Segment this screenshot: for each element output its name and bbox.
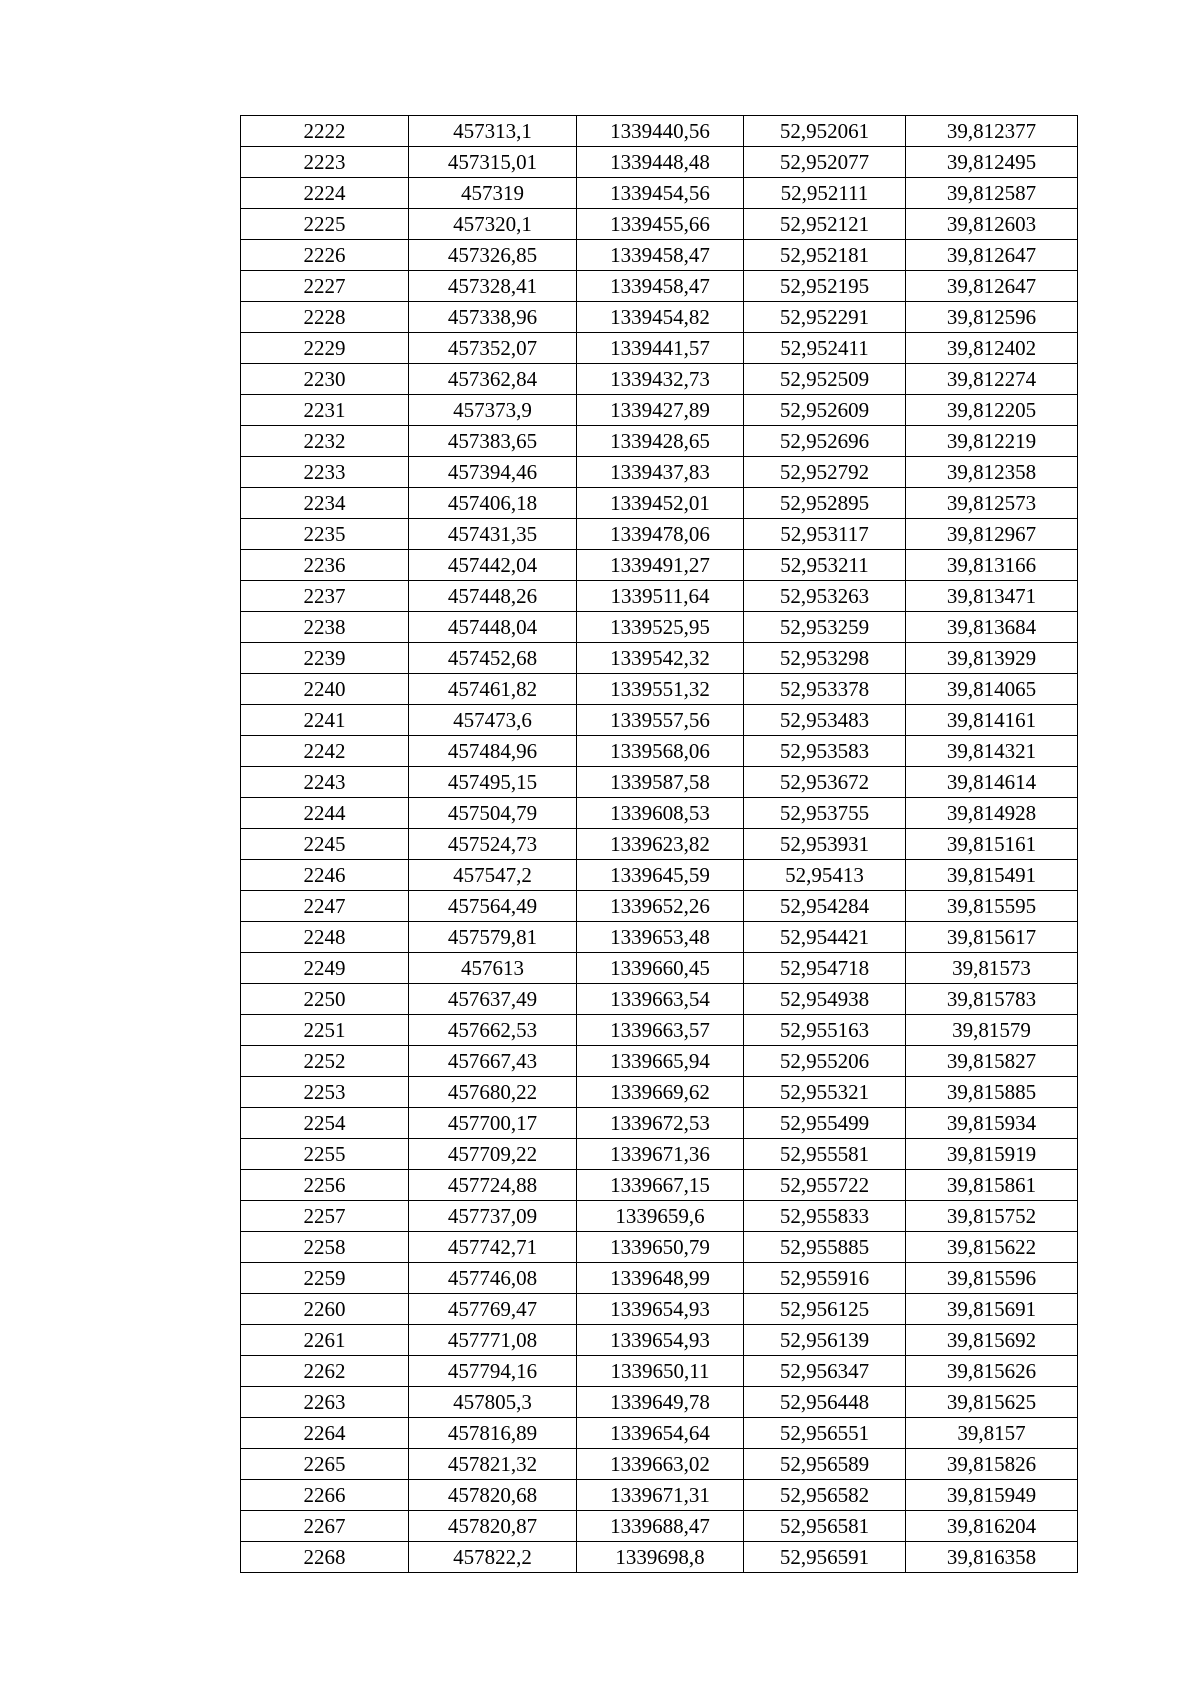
y-coordinate-cell: 1339650,79 (577, 1232, 744, 1263)
y-coordinate-cell: 1339654,93 (577, 1325, 744, 1356)
longitude-cell: 39,8157 (906, 1418, 1078, 1449)
table-row (241, 767, 1078, 798)
y-coordinate-cell: 1339568,06 (577, 736, 744, 767)
table-row (241, 457, 1078, 488)
point-number-cell: 2234 (241, 488, 409, 519)
y-coordinate-cell: 1339672,53 (577, 1108, 744, 1139)
table-row (241, 302, 1078, 333)
y-coordinate-cell: 1339511,64 (577, 581, 744, 612)
longitude-cell: 39,813684 (906, 612, 1078, 643)
point-number-cell: 2268 (241, 1542, 409, 1573)
point-number-cell: 2254 (241, 1108, 409, 1139)
point-number-cell: 2237 (241, 581, 409, 612)
latitude-cell: 52,954284 (744, 891, 906, 922)
longitude-cell: 39,812573 (906, 488, 1078, 519)
y-coordinate-cell: 1339455,66 (577, 209, 744, 240)
y-coordinate-cell: 1339648,99 (577, 1263, 744, 1294)
table-row (241, 643, 1078, 674)
point-number-cell: 2252 (241, 1046, 409, 1077)
table-row (241, 891, 1078, 922)
latitude-cell: 52,956448 (744, 1387, 906, 1418)
y-coordinate-cell: 1339448,48 (577, 147, 744, 178)
x-coordinate-cell: 457662,53 (409, 1015, 577, 1046)
table-row (241, 488, 1078, 519)
point-number-cell: 2246 (241, 860, 409, 891)
table-row (241, 705, 1078, 736)
x-coordinate-cell: 457362,84 (409, 364, 577, 395)
x-coordinate-cell: 457805,3 (409, 1387, 577, 1418)
table-row (241, 364, 1078, 395)
longitude-cell: 39,815595 (906, 891, 1078, 922)
x-coordinate-cell: 457794,16 (409, 1356, 577, 1387)
table-row (241, 829, 1078, 860)
coordinates-table (240, 115, 1078, 1573)
latitude-cell: 52,955206 (744, 1046, 906, 1077)
longitude-cell: 39,816358 (906, 1542, 1078, 1573)
point-number-cell: 2233 (241, 457, 409, 488)
latitude-cell: 52,953117 (744, 519, 906, 550)
longitude-cell: 39,815885 (906, 1077, 1078, 1108)
point-number-cell: 2265 (241, 1449, 409, 1480)
point-number-cell: 2250 (241, 984, 409, 1015)
x-coordinate-cell: 457320,1 (409, 209, 577, 240)
y-coordinate-cell: 1339698,8 (577, 1542, 744, 1573)
table-row (241, 953, 1078, 984)
table-row (241, 426, 1078, 457)
longitude-cell: 39,815625 (906, 1387, 1078, 1418)
latitude-cell: 52,952792 (744, 457, 906, 488)
y-coordinate-cell: 1339667,15 (577, 1170, 744, 1201)
y-coordinate-cell: 1339454,56 (577, 178, 744, 209)
latitude-cell: 52,955163 (744, 1015, 906, 1046)
latitude-cell: 52,953211 (744, 550, 906, 581)
latitude-cell: 52,954421 (744, 922, 906, 953)
longitude-cell: 39,814614 (906, 767, 1078, 798)
y-coordinate-cell: 1339458,47 (577, 271, 744, 302)
point-number-cell: 2260 (241, 1294, 409, 1325)
y-coordinate-cell: 1339428,65 (577, 426, 744, 457)
x-coordinate-cell: 457547,2 (409, 860, 577, 891)
longitude-cell: 39,813929 (906, 643, 1078, 674)
x-coordinate-cell: 457448,04 (409, 612, 577, 643)
point-number-cell: 2261 (241, 1325, 409, 1356)
x-coordinate-cell: 457461,82 (409, 674, 577, 705)
latitude-cell: 52,956591 (744, 1542, 906, 1573)
latitude-cell: 52,952509 (744, 364, 906, 395)
y-coordinate-cell: 1339650,11 (577, 1356, 744, 1387)
table-row (241, 674, 1078, 705)
table-row (241, 1201, 1078, 1232)
longitude-cell: 39,815919 (906, 1139, 1078, 1170)
latitude-cell: 52,953298 (744, 643, 906, 674)
y-coordinate-cell: 1339671,36 (577, 1139, 744, 1170)
longitude-cell: 39,812596 (906, 302, 1078, 333)
point-number-cell: 2235 (241, 519, 409, 550)
table-row (241, 1325, 1078, 1356)
point-number-cell: 2257 (241, 1201, 409, 1232)
y-coordinate-cell: 1339663,54 (577, 984, 744, 1015)
x-coordinate-cell: 457319 (409, 178, 577, 209)
table-row (241, 333, 1078, 364)
point-number-cell: 2266 (241, 1480, 409, 1511)
y-coordinate-cell: 1339454,82 (577, 302, 744, 333)
y-coordinate-cell: 1339653,48 (577, 922, 744, 953)
x-coordinate-cell: 457769,47 (409, 1294, 577, 1325)
point-number-cell: 2224 (241, 178, 409, 209)
point-number-cell: 2253 (241, 1077, 409, 1108)
x-coordinate-cell: 457452,68 (409, 643, 577, 674)
latitude-cell: 52,956551 (744, 1418, 906, 1449)
latitude-cell: 52,956125 (744, 1294, 906, 1325)
latitude-cell: 52,953931 (744, 829, 906, 860)
x-coordinate-cell: 457771,08 (409, 1325, 577, 1356)
y-coordinate-cell: 1339665,94 (577, 1046, 744, 1077)
longitude-cell: 39,813166 (906, 550, 1078, 581)
x-coordinate-cell: 457613 (409, 953, 577, 984)
latitude-cell: 52,952061 (744, 116, 906, 147)
x-coordinate-cell: 457821,32 (409, 1449, 577, 1480)
longitude-cell: 39,815626 (906, 1356, 1078, 1387)
latitude-cell: 52,956581 (744, 1511, 906, 1542)
table-row (241, 581, 1078, 612)
table-row (241, 1263, 1078, 1294)
longitude-cell: 39,812358 (906, 457, 1078, 488)
longitude-cell: 39,815692 (906, 1325, 1078, 1356)
x-coordinate-cell: 457709,22 (409, 1139, 577, 1170)
table-row (241, 147, 1078, 178)
table-row (241, 1449, 1078, 1480)
point-number-cell: 2232 (241, 426, 409, 457)
latitude-cell: 52,95413 (744, 860, 906, 891)
point-number-cell: 2258 (241, 1232, 409, 1263)
x-coordinate-cell: 457822,2 (409, 1542, 577, 1573)
point-number-cell: 2238 (241, 612, 409, 643)
longitude-cell: 39,815161 (906, 829, 1078, 860)
y-coordinate-cell: 1339654,64 (577, 1418, 744, 1449)
latitude-cell: 52,956589 (744, 1449, 906, 1480)
latitude-cell: 52,956347 (744, 1356, 906, 1387)
latitude-cell: 52,955885 (744, 1232, 906, 1263)
table-row (241, 1418, 1078, 1449)
x-coordinate-cell: 457724,88 (409, 1170, 577, 1201)
table-row (241, 178, 1078, 209)
table-row (241, 519, 1078, 550)
longitude-cell: 39,812647 (906, 240, 1078, 271)
latitude-cell: 52,952195 (744, 271, 906, 302)
point-number-cell: 2229 (241, 333, 409, 364)
longitude-cell: 39,812377 (906, 116, 1078, 147)
x-coordinate-cell: 457338,96 (409, 302, 577, 333)
x-coordinate-cell: 457816,89 (409, 1418, 577, 1449)
x-coordinate-cell: 457352,07 (409, 333, 577, 364)
coordinates-table-body (241, 116, 1078, 1573)
point-number-cell: 2249 (241, 953, 409, 984)
y-coordinate-cell: 1339649,78 (577, 1387, 744, 1418)
point-number-cell: 2222 (241, 116, 409, 147)
latitude-cell: 52,955321 (744, 1077, 906, 1108)
latitude-cell: 52,955722 (744, 1170, 906, 1201)
latitude-cell: 52,952111 (744, 178, 906, 209)
latitude-cell: 52,953483 (744, 705, 906, 736)
point-number-cell: 2231 (241, 395, 409, 426)
y-coordinate-cell: 1339440,56 (577, 116, 744, 147)
x-coordinate-cell: 457579,81 (409, 922, 577, 953)
y-coordinate-cell: 1339491,27 (577, 550, 744, 581)
latitude-cell: 52,952411 (744, 333, 906, 364)
point-number-cell: 2236 (241, 550, 409, 581)
y-coordinate-cell: 1339608,53 (577, 798, 744, 829)
point-number-cell: 2226 (241, 240, 409, 271)
latitude-cell: 52,955581 (744, 1139, 906, 1170)
longitude-cell: 39,815826 (906, 1449, 1078, 1480)
y-coordinate-cell: 1339557,56 (577, 705, 744, 736)
latitude-cell: 52,952121 (744, 209, 906, 240)
point-number-cell: 2240 (241, 674, 409, 705)
point-number-cell: 2267 (241, 1511, 409, 1542)
x-coordinate-cell: 457431,35 (409, 519, 577, 550)
x-coordinate-cell: 457448,26 (409, 581, 577, 612)
x-coordinate-cell: 457700,17 (409, 1108, 577, 1139)
longitude-cell: 39,812495 (906, 147, 1078, 178)
x-coordinate-cell: 457742,71 (409, 1232, 577, 1263)
table-row (241, 1294, 1078, 1325)
y-coordinate-cell: 1339551,32 (577, 674, 744, 705)
longitude-cell: 39,815596 (906, 1263, 1078, 1294)
point-number-cell: 2225 (241, 209, 409, 240)
y-coordinate-cell: 1339660,45 (577, 953, 744, 984)
latitude-cell: 52,952181 (744, 240, 906, 271)
latitude-cell: 52,953583 (744, 736, 906, 767)
latitude-cell: 52,956582 (744, 1480, 906, 1511)
y-coordinate-cell: 1339478,06 (577, 519, 744, 550)
x-coordinate-cell: 457326,85 (409, 240, 577, 271)
y-coordinate-cell: 1339587,58 (577, 767, 744, 798)
point-number-cell: 2241 (241, 705, 409, 736)
latitude-cell: 52,955916 (744, 1263, 906, 1294)
longitude-cell: 39,813471 (906, 581, 1078, 612)
x-coordinate-cell: 457328,41 (409, 271, 577, 302)
longitude-cell: 39,814928 (906, 798, 1078, 829)
table-row (241, 240, 1078, 271)
longitude-cell: 39,812967 (906, 519, 1078, 550)
longitude-cell: 39,815617 (906, 922, 1078, 953)
longitude-cell: 39,812274 (906, 364, 1078, 395)
y-coordinate-cell: 1339645,59 (577, 860, 744, 891)
x-coordinate-cell: 457564,49 (409, 891, 577, 922)
x-coordinate-cell: 457680,22 (409, 1077, 577, 1108)
latitude-cell: 52,952609 (744, 395, 906, 426)
longitude-cell: 39,812219 (906, 426, 1078, 457)
latitude-cell: 52,952077 (744, 147, 906, 178)
longitude-cell: 39,815861 (906, 1170, 1078, 1201)
point-number-cell: 2223 (241, 147, 409, 178)
point-number-cell: 2248 (241, 922, 409, 953)
longitude-cell: 39,812402 (906, 333, 1078, 364)
x-coordinate-cell: 457495,15 (409, 767, 577, 798)
table-row (241, 1015, 1078, 1046)
point-number-cell: 2247 (241, 891, 409, 922)
x-coordinate-cell: 457524,73 (409, 829, 577, 860)
table-row (241, 1387, 1078, 1418)
y-coordinate-cell: 1339669,62 (577, 1077, 744, 1108)
longitude-cell: 39,816204 (906, 1511, 1078, 1542)
table-row (241, 1480, 1078, 1511)
y-coordinate-cell: 1339542,32 (577, 643, 744, 674)
longitude-cell: 39,812647 (906, 271, 1078, 302)
point-number-cell: 2228 (241, 302, 409, 333)
longitude-cell: 39,814161 (906, 705, 1078, 736)
table-row (241, 1356, 1078, 1387)
longitude-cell: 39,815691 (906, 1294, 1078, 1325)
longitude-cell: 39,81579 (906, 1015, 1078, 1046)
longitude-cell: 39,81573 (906, 953, 1078, 984)
table-row (241, 736, 1078, 767)
longitude-cell: 39,814065 (906, 674, 1078, 705)
y-coordinate-cell: 1339432,73 (577, 364, 744, 395)
longitude-cell: 39,815622 (906, 1232, 1078, 1263)
longitude-cell: 39,815752 (906, 1201, 1078, 1232)
table-row (241, 395, 1078, 426)
y-coordinate-cell: 1339458,47 (577, 240, 744, 271)
point-number-cell: 2259 (241, 1263, 409, 1294)
longitude-cell: 39,815949 (906, 1480, 1078, 1511)
table-row (241, 1542, 1078, 1573)
x-coordinate-cell: 457746,08 (409, 1263, 577, 1294)
table-row (241, 1046, 1078, 1077)
point-number-cell: 2262 (241, 1356, 409, 1387)
x-coordinate-cell: 457820,68 (409, 1480, 577, 1511)
x-coordinate-cell: 457637,49 (409, 984, 577, 1015)
point-number-cell: 2242 (241, 736, 409, 767)
point-number-cell: 2230 (241, 364, 409, 395)
y-coordinate-cell: 1339688,47 (577, 1511, 744, 1542)
latitude-cell: 52,953672 (744, 767, 906, 798)
table-row (241, 271, 1078, 302)
table-row (241, 1139, 1078, 1170)
longitude-cell: 39,814321 (906, 736, 1078, 767)
table-row (241, 209, 1078, 240)
table-row (241, 798, 1078, 829)
latitude-cell: 52,952291 (744, 302, 906, 333)
y-coordinate-cell: 1339441,57 (577, 333, 744, 364)
table-row (241, 1077, 1078, 1108)
x-coordinate-cell: 457442,04 (409, 550, 577, 581)
x-coordinate-cell: 457504,79 (409, 798, 577, 829)
point-number-cell: 2256 (241, 1170, 409, 1201)
latitude-cell: 52,952895 (744, 488, 906, 519)
longitude-cell: 39,815934 (906, 1108, 1078, 1139)
x-coordinate-cell: 457820,87 (409, 1511, 577, 1542)
y-coordinate-cell: 1339437,83 (577, 457, 744, 488)
table-row (241, 550, 1078, 581)
y-coordinate-cell: 1339654,93 (577, 1294, 744, 1325)
table-row (241, 1232, 1078, 1263)
longitude-cell: 39,815491 (906, 860, 1078, 891)
point-number-cell: 2244 (241, 798, 409, 829)
longitude-cell: 39,815827 (906, 1046, 1078, 1077)
latitude-cell: 52,953755 (744, 798, 906, 829)
point-number-cell: 2251 (241, 1015, 409, 1046)
latitude-cell: 52,953263 (744, 581, 906, 612)
point-number-cell: 2263 (241, 1387, 409, 1418)
x-coordinate-cell: 457406,18 (409, 488, 577, 519)
point-number-cell: 2239 (241, 643, 409, 674)
table-row (241, 612, 1078, 643)
point-number-cell: 2264 (241, 1418, 409, 1449)
longitude-cell: 39,812205 (906, 395, 1078, 426)
x-coordinate-cell: 457473,6 (409, 705, 577, 736)
longitude-cell: 39,815783 (906, 984, 1078, 1015)
latitude-cell: 52,953259 (744, 612, 906, 643)
point-number-cell: 2243 (241, 767, 409, 798)
longitude-cell: 39,812587 (906, 178, 1078, 209)
table-row (241, 984, 1078, 1015)
x-coordinate-cell: 457667,43 (409, 1046, 577, 1077)
latitude-cell: 52,954718 (744, 953, 906, 984)
y-coordinate-cell: 1339659,6 (577, 1201, 744, 1232)
latitude-cell: 52,956139 (744, 1325, 906, 1356)
x-coordinate-cell: 457373,9 (409, 395, 577, 426)
y-coordinate-cell: 1339663,57 (577, 1015, 744, 1046)
latitude-cell: 52,955833 (744, 1201, 906, 1232)
table-row (241, 922, 1078, 953)
y-coordinate-cell: 1339525,95 (577, 612, 744, 643)
table-row (241, 1170, 1078, 1201)
y-coordinate-cell: 1339663,02 (577, 1449, 744, 1480)
x-coordinate-cell: 457484,96 (409, 736, 577, 767)
x-coordinate-cell: 457315,01 (409, 147, 577, 178)
x-coordinate-cell: 457313,1 (409, 116, 577, 147)
longitude-cell: 39,812603 (906, 209, 1078, 240)
x-coordinate-cell: 457737,09 (409, 1201, 577, 1232)
table-row (241, 1108, 1078, 1139)
x-coordinate-cell: 457383,65 (409, 426, 577, 457)
latitude-cell: 52,952696 (744, 426, 906, 457)
latitude-cell: 52,955499 (744, 1108, 906, 1139)
table-row (241, 860, 1078, 891)
point-number-cell: 2227 (241, 271, 409, 302)
table-row (241, 116, 1078, 147)
table-row (241, 1511, 1078, 1542)
y-coordinate-cell: 1339652,26 (577, 891, 744, 922)
point-number-cell: 2245 (241, 829, 409, 860)
point-number-cell: 2255 (241, 1139, 409, 1170)
latitude-cell: 52,953378 (744, 674, 906, 705)
y-coordinate-cell: 1339427,89 (577, 395, 744, 426)
x-coordinate-cell: 457394,46 (409, 457, 577, 488)
y-coordinate-cell: 1339623,82 (577, 829, 744, 860)
y-coordinate-cell: 1339452,01 (577, 488, 744, 519)
latitude-cell: 52,954938 (744, 984, 906, 1015)
y-coordinate-cell: 1339671,31 (577, 1480, 744, 1511)
